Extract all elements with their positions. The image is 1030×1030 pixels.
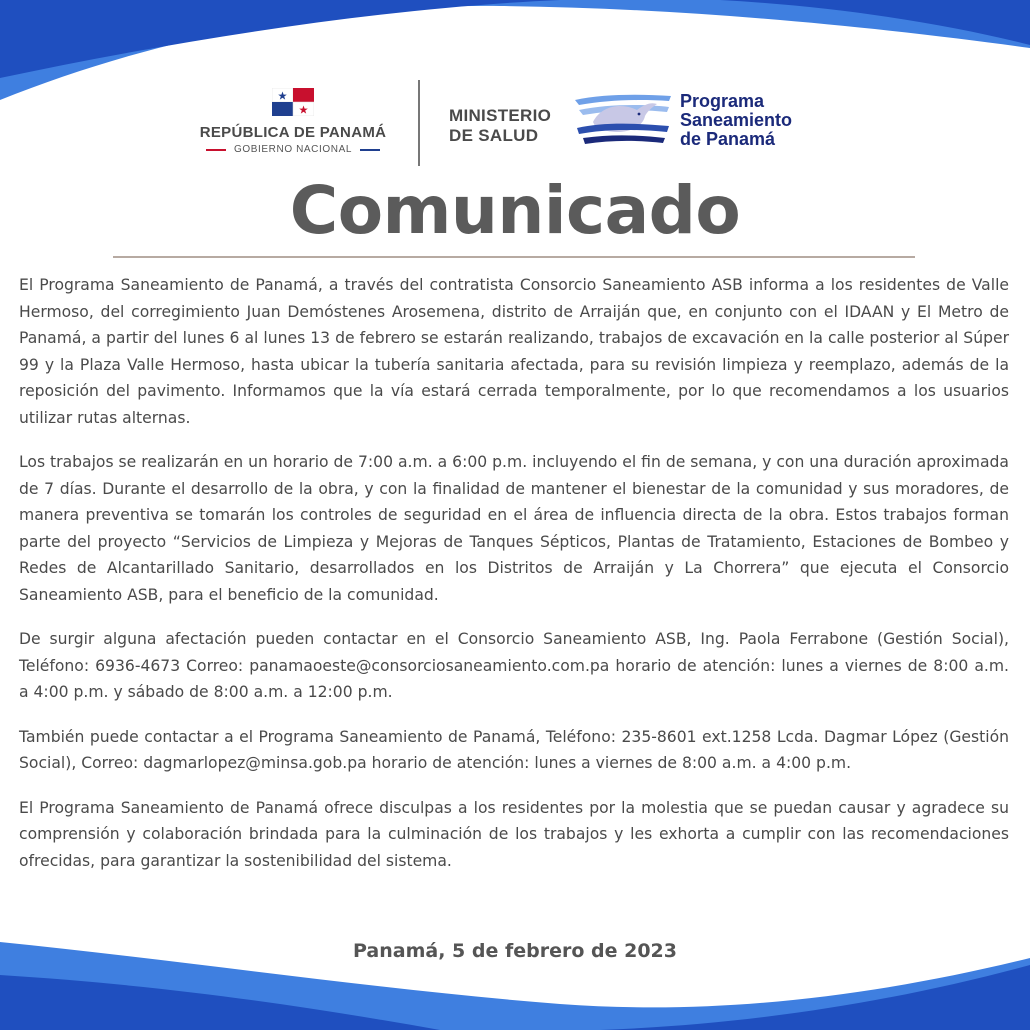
dolphin-logo-icon: [573, 92, 673, 148]
ministry-logo: [449, 106, 551, 146]
republic-logo: [188, 88, 398, 155]
paragraph: El Programa Saneamiento de Panamá ofrece disculpas a los residentes por la molestia que se puedan causar y agradece su comprensión y colaboración brindada para la culminación de los trabajos y les exhorta a cumplir con las recomendaciones ofrecidas, para garantizar la sostenibilidad del sistema.: [19, 798, 1009, 870]
program-line-1: Programa: [680, 91, 765, 111]
program-logo-text: [680, 92, 792, 149]
announcement-body: [19, 272, 1009, 892]
republic-name: REPÚBLICA DE PANAMÁ: [199, 124, 387, 141]
blue-line: [360, 149, 380, 151]
program-line-3: de Panamá: [680, 129, 776, 149]
paragraph: El Programa Saneamiento de Panamá, a través del contratista Consorcio Saneamiento ASB informa a los residentes de Valle Hermoso, del corregimiento Juan Demóstenes Arosemena, distrito de Arraiján que, en conjunto con el IDAAN y El Metro de Panamá, a partir del lunes 6 al lunes 13 de febrero se estarán realizando, trabajos de excavación en la calle posterior al Súper 99 y la Plaza Valle Hermoso, hasta ubicar la tubería sanitaria afectada, para su revisión limpieza y reemplazo, además de la reposición del pavimento. Informamos que la vía estará cerrada temporalmente, por lo que recomendamos a los usuarios utilizar rutas alternas.: [19, 276, 1009, 427]
ministry-line-2: DE SALUD: [449, 126, 539, 145]
title-underline: [113, 256, 915, 258]
date-line: Panamá, 5 de febrero de 2023: [352, 940, 677, 962]
paragraph: De surgir alguna afectación pueden contactar en el Consorcio Saneamiento ASB, Ing. Paola Ferrabone (Gestión Social), Teléfono: 6936-4673 Correo: panamaoeste@consorciosaneamiento.com.pa horario de atención: lunes a viernes de 8:00 a.m. a 4:00 p.m. y sábado de 8:00 a.m. a 12:00 p.m.: [19, 630, 1009, 701]
page-title: Comunicado: [289, 172, 741, 249]
paragraph: Los trabajos se realizarán en un horario de 7:00 a.m. a 6:00 p.m. incluyendo el fin de semana, y con una duración aproximada de 7 días. Durante el desarrollo de la obra, y con la finalidad de mantener el bienestar de la comunidad y sus moradores, de manera preventiva se tomarán los controles de seguridad en el área de influencia directa de la obra. Estos trabajos forman parte del proyecto “Servicios de Limpieza y Mejoras de Tanques Sépticos, Plantas de Tratamiento, Estaciones de Bombeo y Redes de Alcantarillado Sanitario, desarrollados en los Distritos de Arraiján y La Chorrera” que ejecuta el Consorcio Saneamiento ASB, para el beneficio de la comunidad.: [19, 453, 1009, 604]
red-line: [206, 149, 226, 151]
government-name: GOBIERNO NACIONAL: [234, 144, 352, 155]
paragraph: También puede contactar a el Programa Saneamiento de Panamá, Teléfono: 235-8601 ext.1258 Lcda. Dagmar López (Gestión Social), Correo: dagmarlopez@minsa.gob.pa horario de atención: lunes a viernes de 8:00 a.m. a 4:00 p.m.: [19, 727, 1009, 772]
ministry-line-1: MINISTERIO: [449, 106, 552, 125]
panama-flag-icon: [272, 88, 314, 116]
logo-divider: [418, 80, 420, 166]
government-row: [188, 144, 398, 155]
program-line-2: Saneamiento: [680, 110, 793, 130]
